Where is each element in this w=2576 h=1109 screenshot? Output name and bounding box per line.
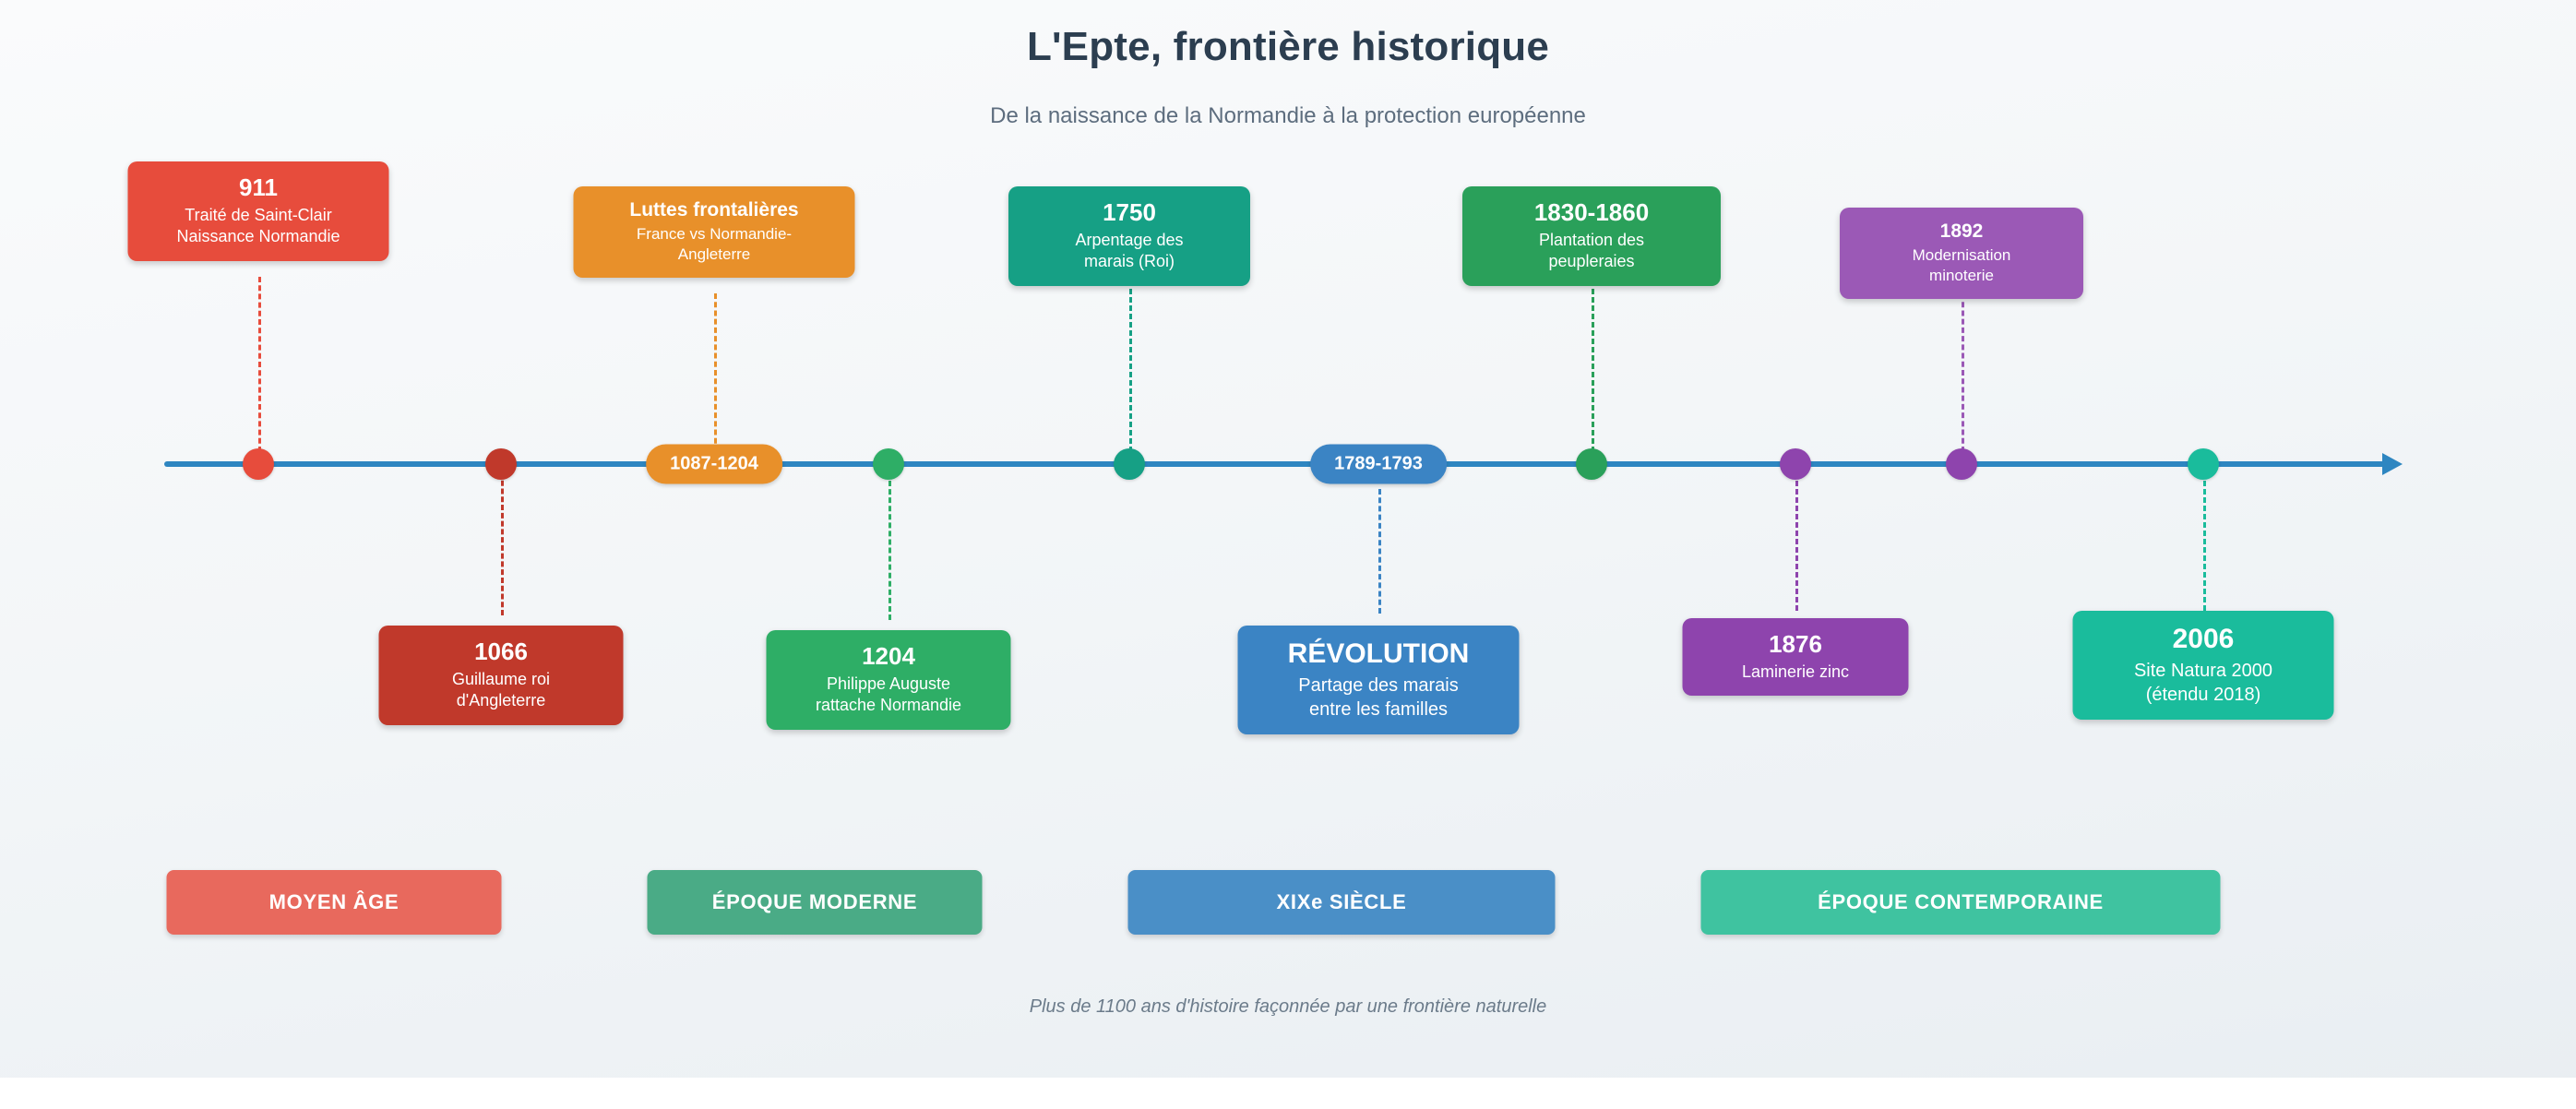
event-desc: Plantation des peupleraies — [1538, 230, 1645, 271]
connector-1876 — [1795, 472, 1798, 611]
event-card-luttes[interactable] — [574, 186, 855, 278]
event-card-1066[interactable] — [379, 626, 624, 725]
event-year: 1066 — [474, 638, 528, 665]
event-year: 1750 — [1103, 198, 1156, 226]
timeline-arrow-icon — [2382, 453, 2403, 475]
event-card-1750[interactable] — [1008, 186, 1250, 286]
era-bar-moyen-age[interactable]: MOYEN ÂGE — [167, 870, 502, 935]
event-year: RÉVOLUTION — [1287, 638, 1470, 669]
event-year: 911 — [239, 173, 278, 201]
connector-revolution — [1378, 489, 1381, 614]
event-card-1204[interactable] — [767, 630, 1011, 730]
event-desc: Partage des marais entre les familles — [1298, 674, 1459, 720]
connector-1066 — [501, 472, 504, 615]
event-year: Luttes frontalières — [629, 199, 799, 221]
event-desc: Site Natura 2000 (étendu 2018) — [2133, 660, 2273, 705]
axis-pill-1789-1793[interactable]: 1789-1793 — [1310, 445, 1447, 484]
connector-2006 — [2203, 472, 2206, 611]
timeline-dot-1830[interactable] — [1576, 448, 1607, 480]
timeline-dot-1892[interactable] — [1946, 448, 1977, 480]
era-bar-epoque-moderne[interactable]: ÉPOQUE MODERNE — [648, 870, 983, 935]
event-desc: Philippe Auguste rattache Normandie — [815, 674, 962, 715]
event-card-1892[interactable] — [1840, 208, 2083, 299]
connector-1892 — [1962, 293, 1964, 452]
event-desc: Traité de Saint-Clair Naissance Normandie — [176, 205, 340, 246]
connector-luttes — [714, 293, 717, 452]
event-desc: France vs Normandie- Angleterre — [636, 225, 793, 264]
page-subtitle: De la naissance de la Normandie à la protection européenne — [990, 103, 1586, 128]
event-card-revolution[interactable] — [1238, 626, 1520, 734]
event-year: 1204 — [862, 642, 915, 670]
event-card-2006[interactable] — [2073, 611, 2334, 720]
footer-note: Plus de 1100 ans d'histoire façonnée par une frontière naturelle — [1029, 996, 1547, 1017]
event-desc: Guillaume roi d'Angleterre — [451, 669, 551, 710]
connector-1204 — [888, 472, 891, 620]
axis-pill-1087-1204[interactable]: 1087-1204 — [646, 445, 782, 484]
timeline-dot-911[interactable] — [243, 448, 274, 480]
event-card-1876[interactable] — [1683, 618, 1909, 696]
event-year: 2006 — [2172, 624, 2235, 654]
bottom-strip — [0, 1078, 2576, 1109]
era-bar-xixe-siecle[interactable]: XIXe SIÈCLE — [1128, 870, 1556, 935]
event-year: 1892 — [1939, 221, 1984, 242]
connector-1750 — [1129, 272, 1132, 452]
event-card-911[interactable] — [128, 161, 389, 261]
connector-1830 — [1592, 272, 1594, 452]
timeline-dot-2006[interactable] — [2188, 448, 2219, 480]
event-desc: Laminerie zinc — [1741, 662, 1850, 681]
event-desc: Arpentage des marais (Roi) — [1075, 230, 1184, 271]
event-year: 1830-1860 — [1533, 198, 1650, 226]
event-desc: Modernisation minoterie — [1912, 246, 2011, 285]
timeline-dot-1876[interactable] — [1780, 448, 1811, 480]
event-year: 1876 — [1769, 630, 1822, 658]
timeline-dot-1066[interactable] — [485, 448, 517, 480]
connector-911 — [258, 277, 261, 452]
page-title: L'Epte, frontière historique — [1026, 24, 1550, 69]
timeline-dot-1204[interactable] — [873, 448, 904, 480]
event-card-1830-1860[interactable] — [1462, 186, 1721, 286]
timeline-dot-1750[interactable] — [1114, 448, 1145, 480]
era-bar-epoque-contemporaine[interactable]: ÉPOQUE CONTEMPORAINE — [1701, 870, 2221, 935]
